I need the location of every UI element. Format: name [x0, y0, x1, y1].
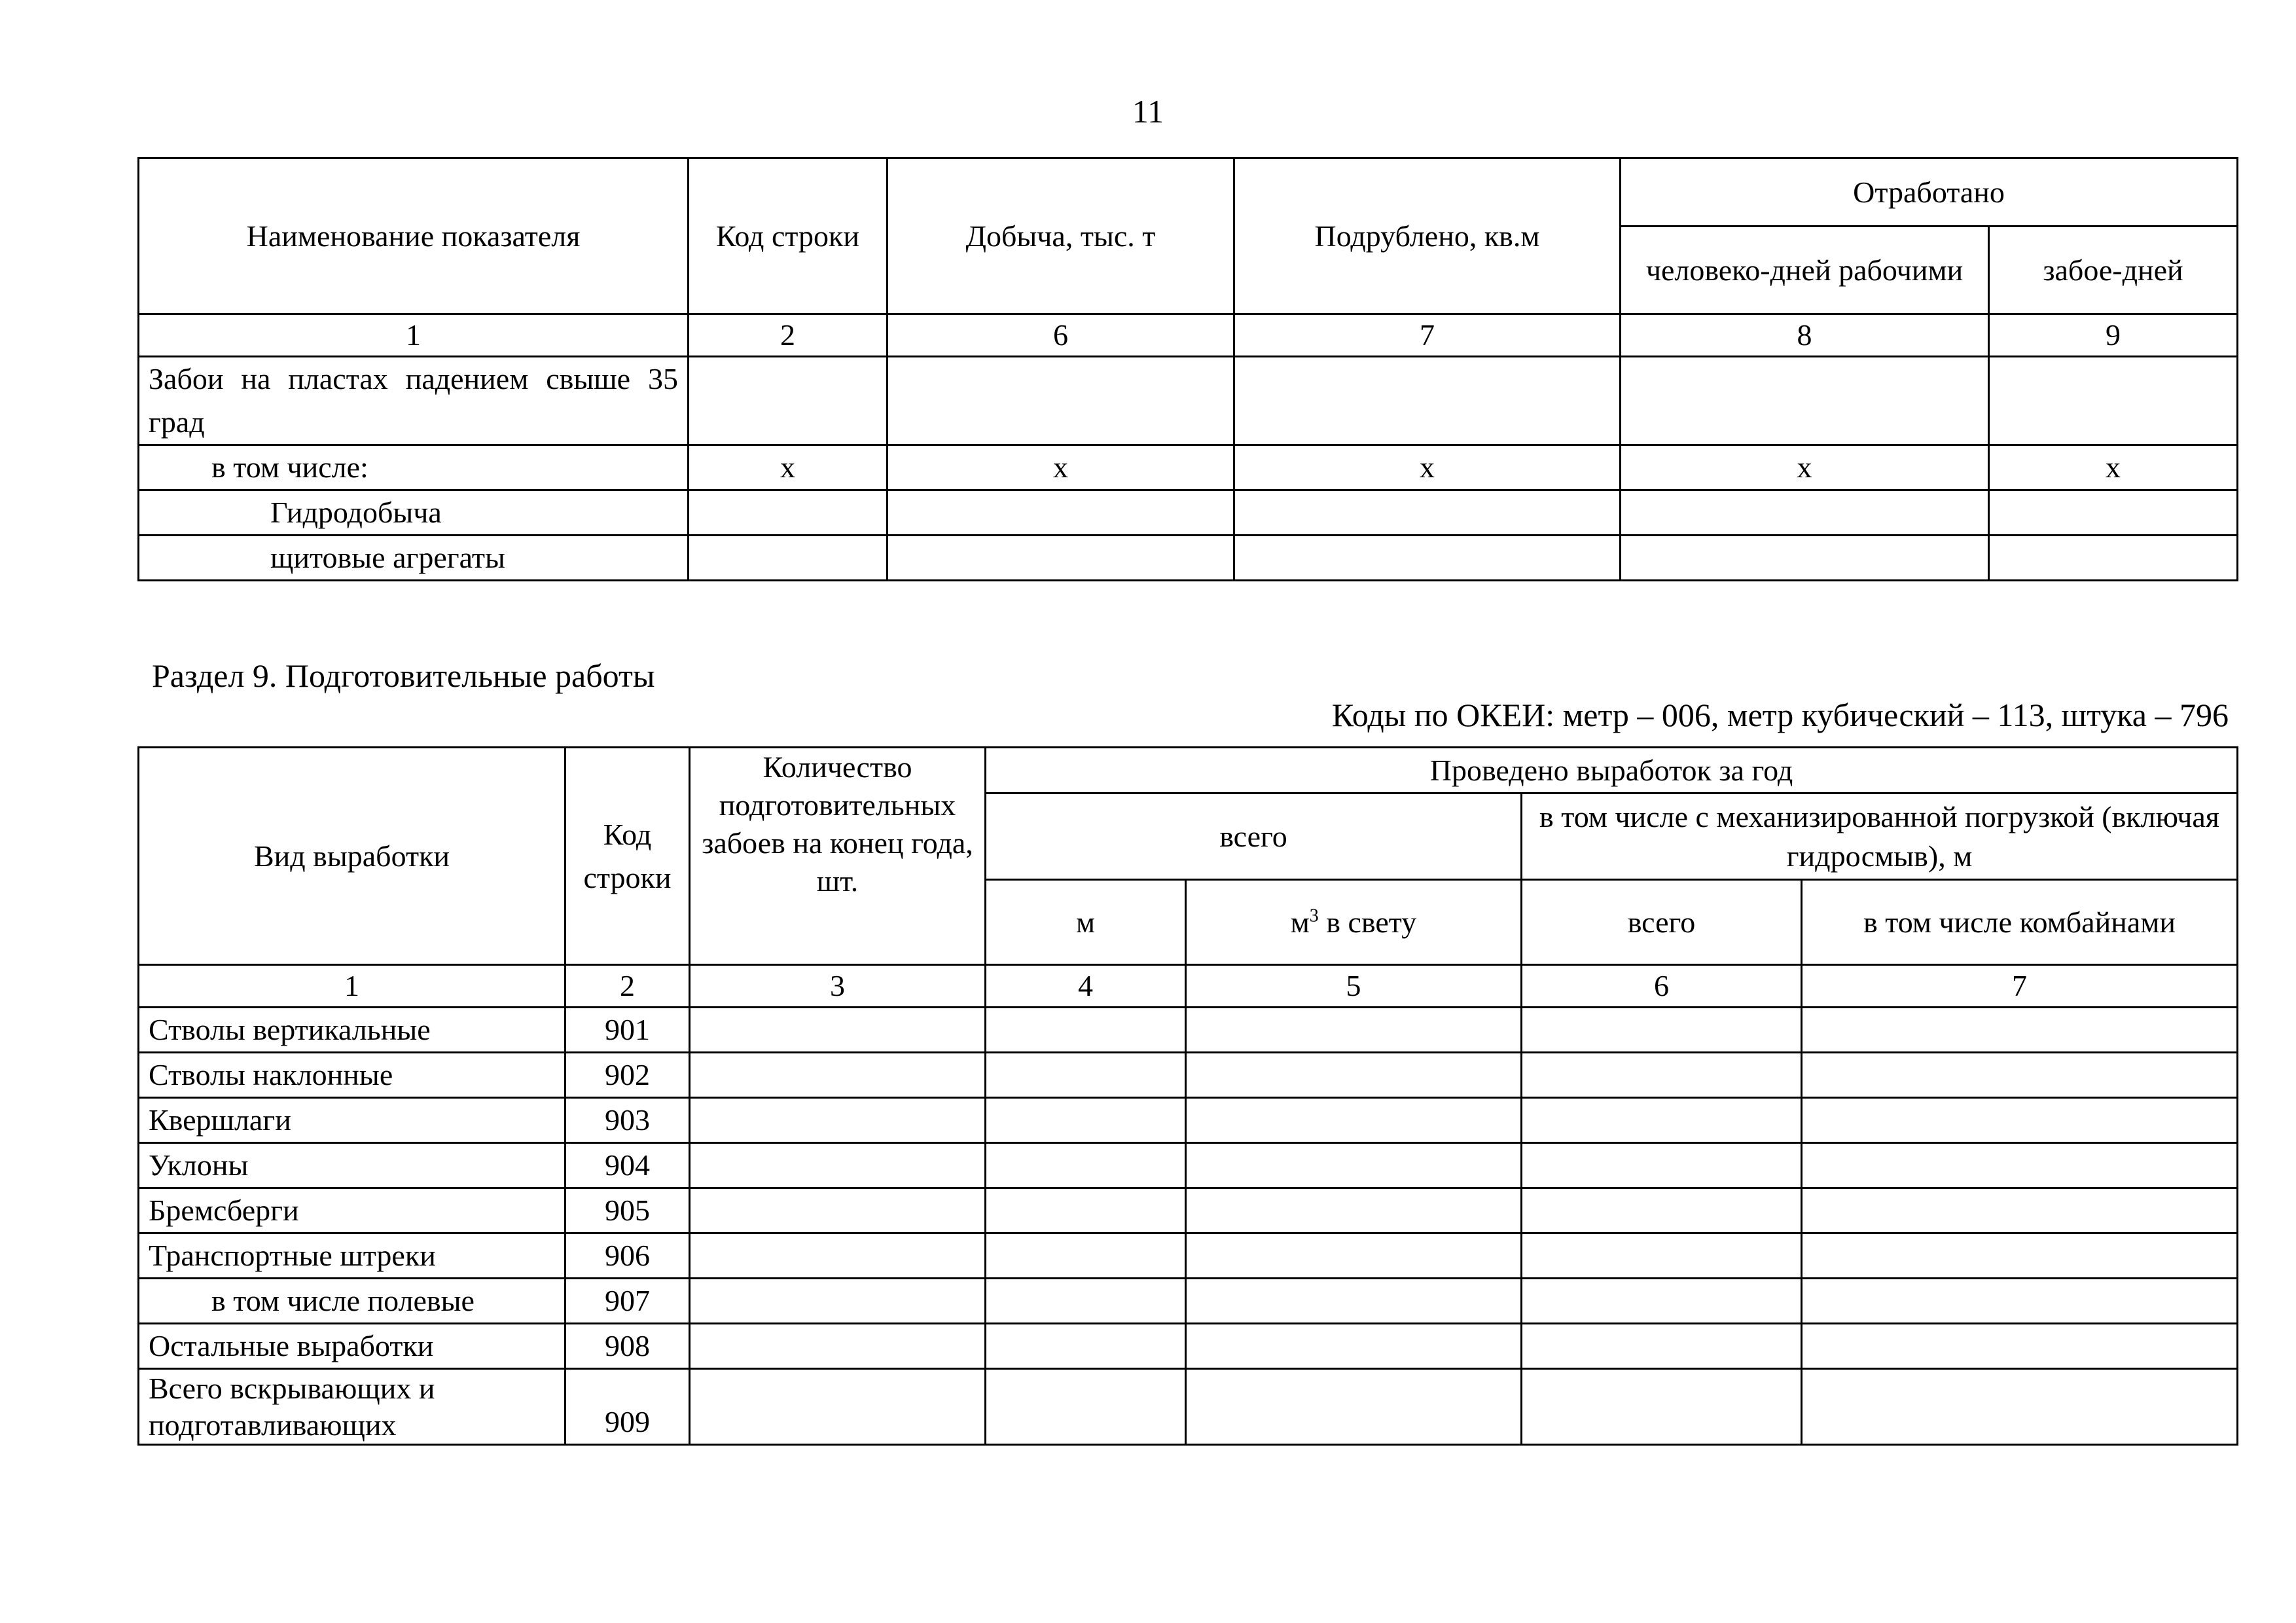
column-number: 7	[1234, 314, 1621, 357]
column-number: 9	[1989, 314, 2238, 357]
table-cell[interactable]	[1522, 1233, 1802, 1279]
table-row	[139, 1369, 2238, 1445]
table-cell[interactable]	[1186, 1233, 1522, 1279]
table-cell[interactable]	[689, 357, 888, 445]
table-row	[139, 1324, 2238, 1369]
table-cell[interactable]	[1802, 1098, 2238, 1143]
table-cell[interactable]	[1989, 490, 2238, 536]
table-cell[interactable]	[1802, 1188, 2238, 1233]
table-cell[interactable]	[986, 1143, 1186, 1188]
row-name: Бремсберги	[139, 1188, 565, 1233]
row-code: 907	[565, 1279, 690, 1324]
header-m3	[1186, 880, 1522, 965]
table-cell[interactable]	[1234, 490, 1621, 536]
table-cell[interactable]	[690, 1008, 986, 1053]
page-number: 11	[1132, 93, 1164, 130]
header-total: всего	[986, 793, 1522, 880]
table-cell[interactable]	[690, 1369, 986, 1445]
table-cell[interactable]	[986, 1324, 1186, 1369]
m3-superscript: 3	[1309, 905, 1319, 926]
row-name: Всего вскрывающих и подготавливающих	[139, 1369, 565, 1445]
table-cell[interactable]	[690, 1188, 986, 1233]
header-mined: Добыча, тыс. т	[888, 158, 1234, 314]
table-cell[interactable]	[1234, 536, 1621, 581]
table-cell[interactable]	[1802, 1008, 2238, 1053]
table-row	[139, 1233, 2238, 1279]
table-cell[interactable]	[690, 1143, 986, 1188]
row-code: 908	[565, 1324, 690, 1369]
table-cell[interactable]	[986, 1233, 1186, 1279]
table-row	[139, 536, 2238, 581]
table-cell[interactable]	[1621, 357, 1989, 445]
row-code: 905	[565, 1188, 690, 1233]
column-number: 4	[986, 965, 1186, 1008]
row-name: Стволы наклонные	[139, 1053, 565, 1098]
table-cell[interactable]	[1522, 1188, 1802, 1233]
table-cell: х	[1989, 445, 2238, 490]
table-row	[139, 357, 2238, 445]
table-cell[interactable]	[1802, 1369, 2238, 1445]
column-number: 3	[690, 965, 986, 1008]
table-cell[interactable]	[1186, 1008, 1522, 1053]
table-row	[139, 1053, 2238, 1098]
m3-rest: в свету	[1318, 905, 1417, 939]
table-cell[interactable]	[986, 1188, 1186, 1233]
table-cell[interactable]	[1186, 1098, 1522, 1143]
table-cell[interactable]	[1802, 1233, 2238, 1279]
column-number: 1	[139, 965, 565, 1008]
header-mech-total: всего	[1522, 880, 1802, 965]
column-numbers-row	[139, 965, 2238, 1008]
table-cell[interactable]	[1621, 536, 1989, 581]
column-number: 6	[888, 314, 1234, 357]
row-name: Забои на пластах падением свыше 35 град	[139, 357, 689, 445]
table-cell[interactable]	[1522, 1369, 1802, 1445]
row-name: Уклоны	[139, 1143, 565, 1188]
row-code: 903	[565, 1098, 690, 1143]
table-cell[interactable]	[1802, 1053, 2238, 1098]
header-code: Код строки	[565, 748, 690, 965]
table-row	[139, 445, 2238, 490]
table-cell[interactable]	[1802, 1279, 2238, 1324]
row-name: щитовые агрегаты	[139, 536, 689, 581]
table-cell[interactable]	[888, 490, 1234, 536]
column-number: 5	[1186, 965, 1522, 1008]
table-cell: х	[689, 445, 888, 490]
table-cell[interactable]	[986, 1369, 1186, 1445]
table-cell[interactable]	[1186, 1188, 1522, 1233]
header-type: Вид выработки	[139, 748, 565, 965]
table-cell[interactable]	[1522, 1008, 1802, 1053]
header-undercut: Подрублено, кв.м	[1234, 158, 1621, 314]
table-row	[139, 1008, 2238, 1053]
table-cell: х	[888, 445, 1234, 490]
header-code: Код строки	[689, 158, 888, 314]
table-row	[139, 1279, 2238, 1324]
header-combines: в том числе комбайнами	[1802, 880, 2238, 965]
row-code: 906	[565, 1233, 690, 1279]
table-cell[interactable]	[888, 357, 1234, 445]
table-cell[interactable]	[1234, 357, 1621, 445]
okei-codes: Коды по ОКЕИ: метр – 006, метр кубический – 113, штука – 796	[1331, 697, 2229, 733]
header-name: Наименование показателя	[139, 158, 689, 314]
table-cell[interactable]	[690, 1279, 986, 1324]
header-count: Количество подготовительных забоев на конец года, шт.	[690, 748, 986, 965]
table-cell[interactable]	[690, 1233, 986, 1279]
table-cell[interactable]	[1989, 357, 2238, 445]
row-name: в том числе полевые	[139, 1279, 565, 1324]
column-number: 8	[1621, 314, 1989, 357]
column-number: 7	[1802, 965, 2238, 1008]
table-row	[139, 1143, 2238, 1188]
table-cell[interactable]	[986, 1279, 1186, 1324]
row-code: 904	[565, 1143, 690, 1188]
table-cell[interactable]	[1186, 1143, 1522, 1188]
row-name: Квершлаги	[139, 1098, 565, 1143]
table-cell[interactable]	[690, 1324, 986, 1369]
table-cell[interactable]	[1186, 1324, 1522, 1369]
column-number: 1	[139, 314, 689, 357]
row-name: Остальные выработки	[139, 1324, 565, 1369]
table-cell[interactable]	[690, 1098, 986, 1143]
row-code: 909	[565, 1369, 690, 1445]
table-cell[interactable]	[1522, 1053, 1802, 1098]
header-face-days: забое-дней	[1989, 227, 2238, 314]
table-cell[interactable]	[1522, 1098, 1802, 1143]
table-cell: х	[1234, 445, 1621, 490]
column-number: 2	[565, 965, 690, 1008]
preparatory-works-table	[137, 746, 2238, 1446]
table-cell[interactable]	[986, 1053, 1186, 1098]
table-cell: х	[1621, 445, 1989, 490]
row-name: в том числе:	[139, 445, 689, 490]
table-cell[interactable]	[986, 1098, 1186, 1143]
table-cell[interactable]	[1802, 1324, 2238, 1369]
row-name: Гидродобыча	[139, 490, 689, 536]
table-row	[139, 490, 2238, 536]
indicators-table	[137, 157, 2238, 581]
table-row	[139, 1098, 2238, 1143]
header-mechanized: в том числе с механизированной погрузкой (включая гидросмыв), м	[1522, 793, 2238, 880]
column-numbers-row	[139, 314, 2238, 357]
section-title: Раздел 9. Подготовительные работы	[152, 657, 655, 694]
table-cell[interactable]	[1522, 1279, 1802, 1324]
column-number: 6	[1522, 965, 1802, 1008]
table-cell[interactable]	[1186, 1053, 1522, 1098]
table-cell[interactable]	[1522, 1143, 1802, 1188]
table-cell[interactable]	[689, 490, 888, 536]
column-number: 2	[689, 314, 888, 357]
table-cell[interactable]	[986, 1008, 1186, 1053]
table-cell[interactable]	[1621, 490, 1989, 536]
row-name: Стволы вертикальные	[139, 1008, 565, 1053]
table-row	[139, 1188, 2238, 1233]
table-cell[interactable]	[689, 536, 888, 581]
row-name: Транспортные штреки	[139, 1233, 565, 1279]
table-cell[interactable]	[888, 536, 1234, 581]
table-cell[interactable]	[690, 1053, 986, 1098]
header-worked: Отработано	[1621, 158, 2238, 227]
table-cell[interactable]	[1989, 536, 2238, 581]
table-cell[interactable]	[1802, 1143, 2238, 1188]
header-man-days: человеко-дней рабочими	[1621, 227, 1989, 314]
row-code: 902	[565, 1053, 690, 1098]
table-cell[interactable]	[1186, 1369, 1522, 1445]
header-m: м	[986, 880, 1186, 965]
table-cell[interactable]	[1522, 1324, 1802, 1369]
table-cell[interactable]	[1186, 1279, 1522, 1324]
header-driven: Проведено выработок за год	[986, 748, 2238, 793]
m3-unit: м	[1290, 905, 1310, 939]
row-code: 901	[565, 1008, 690, 1053]
